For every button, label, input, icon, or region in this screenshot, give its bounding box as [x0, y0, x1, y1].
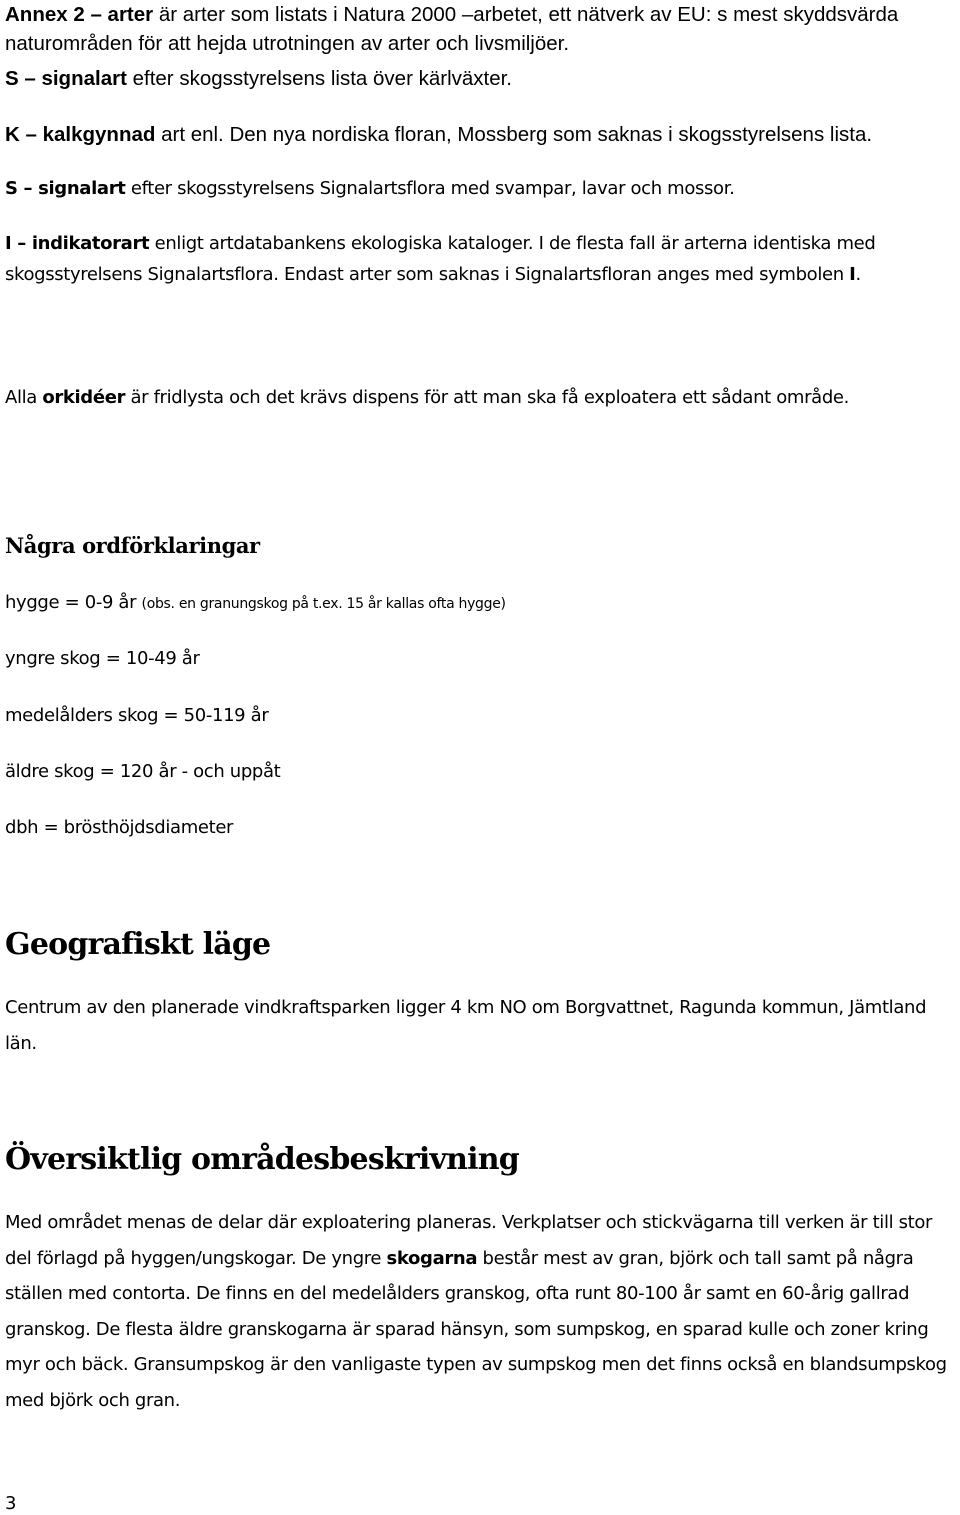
- glossary-dbh: dbh = brösthöjdsdiameter: [5, 817, 234, 838]
- overview-heading: Översiktlig områdesbeskrivning: [5, 1142, 519, 1177]
- orkideer-paragraph: Alla orkidéer är fridlysta och det krävs dispens för att man ska få exploatera ett sådant område.: [5, 387, 849, 408]
- glossary-aldre-skog: äldre skog = 120 år - och uppåt: [5, 761, 281, 782]
- glossary-yngre-skog: yngre skog = 10-49 år: [5, 648, 200, 669]
- glossary-heading: Några ordförklaringar: [5, 533, 260, 558]
- signalart-vascular-paragraph: S – signalart efter skogsstyrelsens lista över kärlväxter.: [5, 67, 513, 90]
- geo-heading: Geografiskt läge: [5, 927, 271, 962]
- page-number: 3: [5, 1493, 17, 1514]
- annex-2-paragraph: Annex 2 – arter är arter som listats i Natura 2000 –arbetet, ett nätverk av EU: s mest skyddsvärda naturområden för att hejda utrotningen av arter och livsmiljöer.: [5, 3, 899, 55]
- glossary-hygge: hygge = 0-9 år (obs. en granungskog på t.ex. 15 år kallas ofta hygge): [5, 592, 506, 613]
- glossary-medelalders-skog: medelålders skog = 50-119 år: [5, 705, 269, 726]
- kalkgynnad-paragraph: K – kalkgynnad art enl. Den nya nordiska floran, Mossberg som saknas i skogsstyrelsens lista.: [5, 123, 873, 146]
- signalart-flora-paragraph: S – signalart efter skogsstyrelsens Signalartsflora med svampar, lavar och mossor.: [5, 178, 735, 199]
- geo-paragraph: Centrum av den planerade vindkraftsparken ligger 4 km NO om Borgvattnet, Ragunda kommun, Jämtland län.: [5, 997, 927, 1054]
- indikatorart-paragraph: I – indikatorart enligt artdatabankens ekologiska kataloger. I de flesta fall är arterna identiska med skogsstyrelsens Signalartsflora. Endast arter som saknas i Signalartsfloran anges med symbolen I.: [5, 233, 876, 285]
- overview-paragraph: Med området menas de delar där exploatering planeras. Verkplatser och stickvägarna till verken är till stor del förlagd på hyggen/ungskogar. De yngre skogarna består mest av gran, björk och tall samt på några ställen med contorta. De finns en del medelålders granskog, ofta runt 80-100 år samt en 60-årig gallrad granskog. De flesta äldre granskogarna är sparad hänsyn, som sumpskog, en sparad kulle och zoner kring myr och bäck. Gransumpskog är den vanligaste typen av sumpskog men det finns också en blandsumpskog med björk och gran.: [5, 1212, 947, 1411]
